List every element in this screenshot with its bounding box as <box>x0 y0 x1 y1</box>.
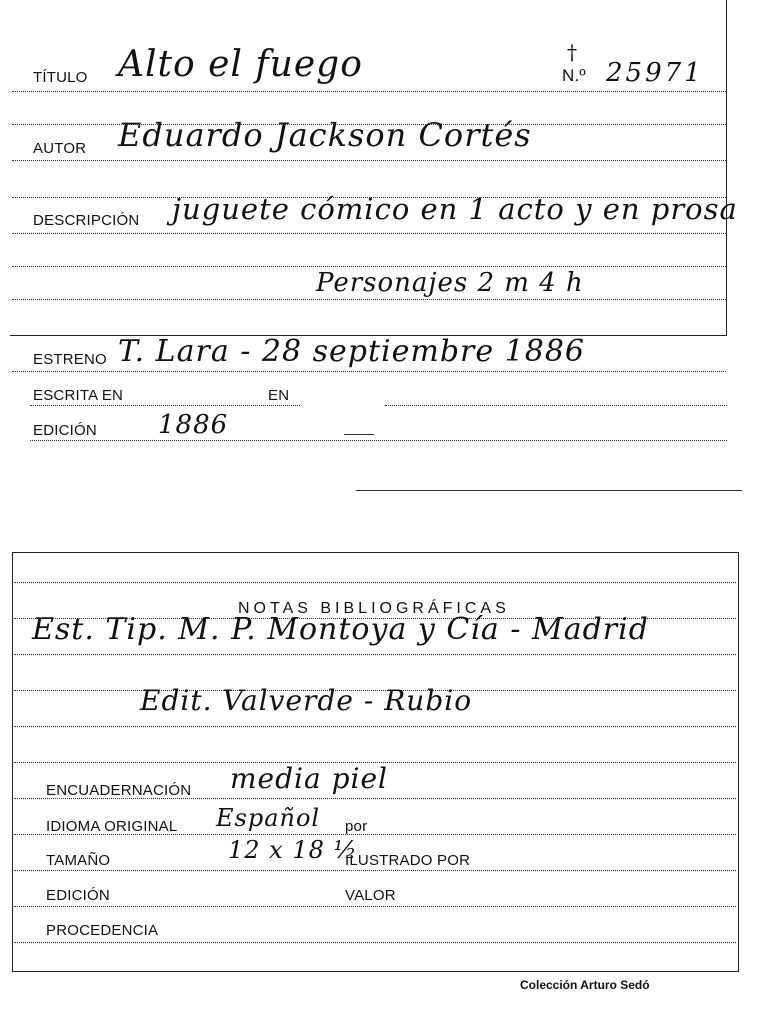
edicion-label-2: EDICIÓN <box>46 887 110 904</box>
rule <box>14 582 736 583</box>
descripcion-label: DESCRIPCIÓN <box>33 212 140 229</box>
notas-line-2: Edit. Valverde - Rubio <box>140 684 473 717</box>
estreno-value: T. Lara - 28 septiembre 1886 <box>118 334 586 369</box>
por-label: por <box>345 818 368 835</box>
edicion-label: EDICIÓN <box>33 422 97 439</box>
tamano-label: TAMAÑO <box>46 852 111 869</box>
rule <box>12 160 726 161</box>
rule <box>14 906 736 907</box>
numero-value: 25971 <box>606 58 704 88</box>
tamano-value: 12 x 18 ½ <box>228 836 358 864</box>
idioma-value: Español <box>216 804 321 832</box>
stray-mark <box>344 434 374 435</box>
descripcion-value: juguete cómico en 1 acto y en prosa <box>172 192 738 226</box>
encuadernacion-label: ENCUADERNACIÓN <box>46 782 192 799</box>
autor-value: Eduardo Jackson Cortés <box>118 116 532 154</box>
rule <box>12 91 726 92</box>
estreno-label: ESTRENO <box>33 351 107 368</box>
rule <box>14 942 736 943</box>
escrita-en-label: ESCRITA EN <box>33 387 124 404</box>
rule <box>30 405 300 406</box>
encuadernacion-value: media piel <box>230 762 388 795</box>
notas-title: NOTAS BIBLIOGRÁFICAS <box>238 600 510 617</box>
titulo-value: Alto el fuego <box>118 44 363 85</box>
rule <box>30 440 727 441</box>
descripcion-value-2: Personajes 2 m 4 h <box>316 268 584 298</box>
rule <box>14 870 736 871</box>
autor-label: AUTOR <box>33 140 87 157</box>
rule <box>12 233 726 234</box>
notas-line-1: Est. Tip. M. P. Montoya y Cía - Madrid <box>32 612 649 647</box>
numero-label: N.º <box>562 66 586 85</box>
rule <box>385 405 727 406</box>
valor-label: VALOR <box>345 887 396 904</box>
rule <box>12 371 726 372</box>
rule <box>14 654 736 655</box>
cross-mark: † <box>567 40 578 64</box>
idioma-label: IDIOMA ORIGINAL <box>46 818 178 835</box>
rule <box>12 299 726 300</box>
rule <box>12 266 726 267</box>
titulo-label: TÍTULO <box>33 69 88 86</box>
card-bottom-edge <box>356 490 742 491</box>
collection-credit: Colección Arturo Sedó <box>520 978 650 992</box>
en-label: EN <box>268 387 290 404</box>
edicion-value: 1886 <box>158 410 229 440</box>
ilustrado-label: ILUSTRADO POR <box>345 852 471 869</box>
procedencia-label: PROCEDENCIA <box>46 922 159 939</box>
rule <box>14 726 736 727</box>
